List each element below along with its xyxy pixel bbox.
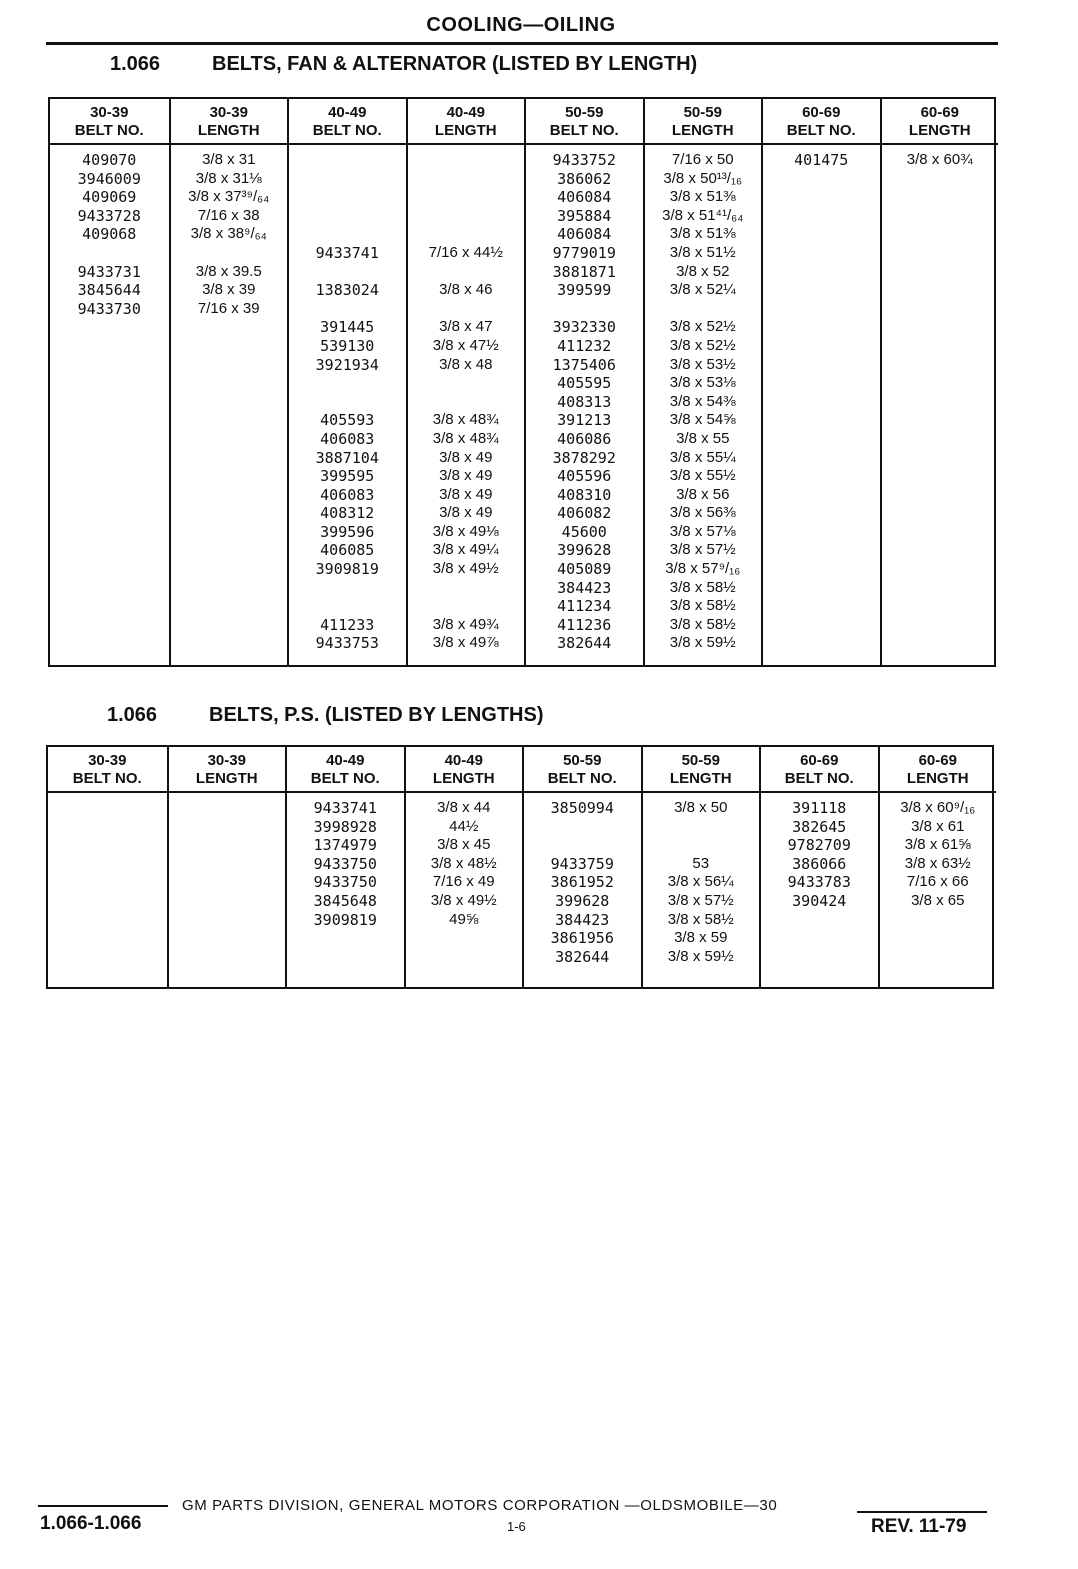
belt-length-cell	[408, 170, 525, 189]
belt-length-cell: 3/8 x 49½	[432, 560, 499, 578]
belt-number-cell	[289, 374, 406, 393]
belt-number-cell: 386062	[557, 169, 612, 188]
belt-number-cell: 3932330	[552, 318, 616, 337]
belt-number-cell: 406085	[320, 541, 375, 560]
section2-heading	[107, 704, 543, 727]
belt-length-cell: 3/8 x 47½	[432, 336, 499, 354]
column-header-label: LENGTH	[671, 122, 734, 139]
column-header	[289, 99, 406, 145]
belt-length-cell: 3/8 x 51⅜	[669, 225, 736, 243]
belt-length-cell	[408, 263, 525, 282]
column-header-range: 60-69	[800, 752, 839, 769]
column-header-range: 60-69	[920, 104, 959, 121]
column-header	[645, 99, 762, 145]
belt-length-cell: 3/8 x 56⅜	[669, 504, 736, 522]
belt-number-cell: 408312	[320, 504, 375, 523]
section1-heading	[110, 53, 697, 76]
belt-number-cell: 408313	[557, 392, 612, 411]
section1-title: BELTS, FAN & ALTERNATOR (LISTED BY LENGTH)	[212, 53, 698, 75]
belt-number-cell: 406083	[320, 485, 375, 504]
belt-number-cell: 390424	[792, 891, 847, 910]
belt-length-cell: 3/8 x 31⅛	[195, 169, 262, 187]
belt-length-cell: 3/8 x 49⅛	[432, 522, 499, 540]
belt-number-cell: 409070	[82, 151, 137, 169]
column-header-label: LENGTH	[669, 770, 732, 787]
belt-length-cell	[643, 836, 760, 855]
belt-length-cell: 3/8 x 57½	[667, 891, 734, 909]
power-steering-column	[48, 747, 167, 987]
belt-number-cell: 405595	[557, 374, 612, 393]
belt-number-cell: 406083	[320, 429, 375, 448]
belt-number-cell	[524, 836, 641, 855]
belt-length-cell: 3/8 x 59½	[669, 634, 736, 652]
belt-length-cell: 3/8 x 50	[674, 799, 728, 816]
belt-number-cell: 9433759	[550, 854, 614, 873]
belt-number-cell: 1374979	[313, 836, 377, 855]
belt-length-cell: 7/16 x 39	[197, 299, 260, 317]
column-header-range: 30-39	[209, 104, 248, 121]
belt-number-cell	[289, 151, 406, 170]
belt-length-cell: 3/8 x 52¼	[669, 281, 736, 299]
belt-length-cell	[408, 393, 525, 412]
belt-length-cell: 3/8 x 59	[674, 929, 728, 947]
fan-alternator-column	[287, 99, 406, 665]
belt-length-cell: 3/8 x 56¼	[667, 873, 734, 891]
column-header-label: BELT NO.	[312, 122, 382, 139]
belt-number-cell: 382645	[792, 817, 847, 836]
footer-revision: REV. 11-79	[871, 1516, 967, 1537]
belt-length-cell: 3/8 x 52½	[669, 336, 736, 354]
belt-length-cell: 3/8 x 39	[202, 281, 256, 299]
belt-number-cell: 3921934	[315, 355, 379, 374]
belt-number-cell: 384423	[557, 578, 612, 597]
belt-number-cell: 411232	[557, 336, 612, 355]
section2-number: 1.066	[107, 704, 158, 726]
belt-number-cell: 395884	[557, 206, 612, 225]
belt-length-cell: 53	[692, 854, 710, 872]
belt-number-cell: 9433783	[787, 873, 851, 892]
belt-number-cell: 9433741	[315, 243, 379, 262]
belt-length-cell: 3/8 x 45	[437, 836, 491, 854]
fan-alternator-column	[761, 99, 880, 665]
belt-number-cell: 3861952	[550, 873, 614, 892]
belt-length-cell	[408, 151, 525, 170]
footer-rule-left	[38, 1505, 168, 1507]
column-header-range: 40-49	[446, 104, 485, 121]
belt-length-cell: 3/8 x 37³⁹/₆₄	[188, 188, 270, 206]
power-steering-column	[285, 747, 404, 987]
column-header	[408, 99, 525, 145]
belt-length-cell	[408, 374, 525, 393]
belt-length-cell: 7/16 x 49	[432, 873, 495, 891]
power-steering-column	[404, 747, 523, 987]
column-header-label: LENGTH	[432, 770, 495, 787]
footer-page-number: 1-6	[507, 1519, 526, 1534]
belt-length-cell: 3/8 x 60⁹/₁₆	[900, 799, 976, 816]
belt-length-cell: 3/8 x 48¾	[432, 429, 499, 447]
column-header	[48, 747, 167, 793]
belt-number-cell: 3946009	[77, 169, 141, 188]
belt-length-cell: 3/8 x 59½	[667, 947, 734, 965]
belt-number-cell: 406084	[557, 188, 612, 207]
belt-length-cell: 3/8 x 49	[439, 485, 493, 503]
belt-length-cell: 3/8 x 49¼	[432, 541, 499, 559]
column-header	[287, 747, 404, 793]
footer-publisher: GM PARTS DIVISION, GENERAL MOTORS CORPORATION —OLDSMOBILE—30	[182, 1497, 778, 1514]
belt-number-cell: 1383024	[315, 281, 379, 300]
column-header	[526, 99, 643, 145]
belt-number-cell: 9433752	[552, 151, 616, 169]
belt-number-cell: 382644	[557, 634, 612, 653]
column-header	[763, 99, 880, 145]
belt-number-cell: 9433731	[77, 262, 141, 281]
belt-length-cell: 3/8 x 38⁹/₆₄	[190, 225, 267, 243]
belt-number-cell: 401475	[794, 151, 849, 169]
column-header-range: 30-39	[88, 752, 127, 769]
belt-length-cell: 3/8 x 61⅝	[904, 836, 971, 854]
belt-number-cell: 399628	[555, 891, 610, 910]
column-header-range: 60-69	[802, 104, 841, 121]
section1-number: 1.066	[110, 53, 161, 75]
belt-number-cell: 9433730	[77, 299, 141, 318]
fan-alternator-column	[406, 99, 525, 665]
column-header-range: 40-49	[328, 104, 367, 121]
belt-number-cell: 399596	[320, 522, 375, 541]
belt-number-cell: 411233	[320, 615, 375, 634]
column-header-label: BELT NO.	[784, 770, 854, 787]
belt-number-cell	[289, 170, 406, 189]
belt-length-cell: 3/8 x 57⅛	[669, 522, 736, 540]
column-header-label: BELT NO.	[74, 122, 144, 139]
belt-number-cell: 406082	[557, 504, 612, 523]
belt-length-cell	[408, 579, 525, 598]
column-header	[761, 747, 878, 793]
belt-number-cell: 3909819	[315, 560, 379, 579]
belt-number-cell: 411234	[557, 597, 612, 616]
belt-number-cell	[289, 300, 406, 319]
belt-length-cell: 3/8 x 49	[439, 504, 493, 522]
belt-length-cell	[408, 300, 525, 319]
power-steering-column	[522, 747, 641, 987]
fan-alternator-column	[643, 99, 762, 665]
column-header	[524, 747, 641, 793]
column-header-range: 50-59	[681, 752, 720, 769]
belt-length-cell: 3/8 x 47	[439, 318, 493, 336]
belt-number-cell	[50, 244, 169, 263]
belt-length-cell: 7/16 x 38	[197, 206, 260, 224]
belt-number-cell	[289, 263, 406, 282]
column-header	[406, 747, 523, 793]
belt-number-cell	[289, 188, 406, 207]
belt-length-cell: 3/8 x 49	[439, 467, 493, 485]
belt-number-cell: 391118	[792, 799, 847, 817]
belt-length-cell: 7/16 x 50	[671, 151, 734, 168]
column-header-label: LENGTH	[197, 122, 260, 139]
belt-number-cell: 406086	[557, 429, 612, 448]
belt-length-cell: 3/8 x 57⁹/₁₆	[665, 560, 741, 578]
power-steering-column	[167, 747, 286, 987]
belt-number-cell: 9433741	[313, 799, 377, 817]
belt-number-cell: 539130	[320, 336, 375, 355]
belt-length-cell: 3/8 x 53⅛	[669, 374, 736, 392]
belt-number-cell: 406084	[557, 225, 612, 244]
belt-number-cell	[289, 393, 406, 412]
belt-number-cell: 399628	[557, 541, 612, 560]
belt-length-cell: 3/8 x 61	[911, 817, 965, 835]
belt-length-cell: 7/16 x 66	[906, 873, 969, 891]
column-header	[643, 747, 760, 793]
power-steering-column	[641, 747, 760, 987]
belt-length-cell: 3/8 x 53½	[669, 355, 736, 373]
belt-number-cell: 3881871	[552, 262, 616, 281]
belts-fan-alternator-table	[48, 97, 996, 667]
belt-number-cell: 409068	[82, 225, 137, 244]
belt-length-cell	[408, 188, 525, 207]
belt-number-cell	[289, 225, 406, 244]
belt-length-cell: 49⅝	[449, 910, 479, 928]
belt-length-cell: 3/8 x 49⅞	[432, 634, 499, 652]
belt-length-cell: 3/8 x 54⅜	[669, 392, 736, 410]
column-header-range: 30-39	[90, 104, 129, 121]
belt-length-cell	[408, 207, 525, 226]
belt-length-cell: 3/8 x 51⁴¹/₆₄	[662, 206, 744, 224]
belt-length-cell: 3/8 x 60¾	[906, 151, 973, 168]
belt-number-cell	[526, 300, 643, 319]
belt-number-cell: 9779019	[552, 243, 616, 262]
belt-length-cell: 3/8 x 51⅜	[669, 188, 736, 206]
belt-number-cell: 391213	[557, 411, 612, 430]
belt-length-cell: 3/8 x 39.5	[195, 262, 262, 280]
belt-length-cell: 3/8 x 44	[437, 799, 491, 816]
column-header-label: LENGTH	[195, 770, 258, 787]
belt-number-cell: 3998928	[313, 817, 377, 836]
belt-number-cell: 399599	[557, 281, 612, 300]
header-rule	[46, 42, 998, 45]
belt-length-cell: 3/8 x 58½	[667, 910, 734, 928]
belt-length-cell: 3/8 x 58½	[669, 615, 736, 633]
belt-number-cell: 3845644	[77, 281, 141, 300]
belt-length-cell	[643, 818, 760, 837]
column-header-range: 50-59	[683, 104, 722, 121]
belt-number-cell: 3861956	[550, 929, 614, 948]
column-header-label: BELT NO.	[549, 122, 619, 139]
fan-alternator-column	[50, 99, 169, 665]
fan-alternator-column	[880, 99, 999, 665]
column-header-label: BELT NO.	[547, 770, 617, 787]
belt-number-cell: 405596	[557, 467, 612, 486]
belt-length-cell: 3/8 x 48	[439, 355, 493, 373]
footer-rule-right	[857, 1511, 987, 1513]
belt-number-cell: 9433750	[313, 854, 377, 873]
column-header-label: LENGTH	[906, 770, 969, 787]
section2-title: BELTS, P.S. (LISTED BY LENGTHS)	[209, 704, 544, 726]
column-header	[169, 747, 286, 793]
column-header-label: BELT NO.	[310, 770, 380, 787]
belt-number-cell: 411236	[557, 615, 612, 634]
belt-number-cell: 1375406	[552, 355, 616, 374]
belt-length-cell	[408, 225, 525, 244]
belt-number-cell	[289, 207, 406, 226]
footer-code: 1.066-1.066	[40, 1513, 142, 1534]
power-steering-column	[878, 747, 997, 987]
belt-number-cell: 3878292	[552, 448, 616, 467]
belt-length-cell: 3/8 x 48¾	[432, 411, 499, 429]
belt-number-cell: 3887104	[315, 448, 379, 467]
belt-length-cell: 3/8 x 49¾	[432, 615, 499, 633]
belt-length-cell: 3/8 x 65	[911, 891, 965, 909]
belt-length-cell	[645, 300, 762, 319]
column-header-range: 30-39	[207, 752, 246, 769]
belt-number-cell: 405089	[557, 560, 612, 579]
belt-number-cell: 391445	[320, 318, 375, 337]
belt-length-cell: 3/8 x 55½	[669, 467, 736, 485]
belt-length-cell: 3/8 x 58½	[669, 578, 736, 596]
belt-number-cell: 384423	[555, 910, 610, 929]
belt-length-cell: 3/8 x 54⅝	[669, 411, 736, 429]
belt-number-cell	[289, 579, 406, 598]
belt-number-cell: 409069	[82, 188, 137, 207]
belt-number-cell: 405593	[320, 411, 375, 430]
belts-ps-table	[46, 745, 994, 989]
belt-number-cell: 9433750	[313, 873, 377, 892]
belt-length-cell: 3/8 x 50¹³/₁₆	[663, 169, 743, 187]
column-header-range: 60-69	[918, 752, 957, 769]
belt-length-cell: 3/8 x 48½	[430, 854, 497, 872]
belt-length-cell: 3/8 x 55¼	[669, 448, 736, 466]
belt-number-cell: 3909819	[313, 910, 377, 929]
belt-length-cell: 3/8 x 52½	[669, 318, 736, 336]
column-header-label: BELT NO.	[786, 122, 856, 139]
belt-number-cell: 3850994	[550, 799, 614, 817]
belt-length-cell: 3/8 x 63½	[904, 854, 971, 872]
belt-length-cell: 44½	[449, 817, 479, 835]
belt-length-cell: 3/8 x 57½	[669, 541, 736, 559]
column-header-range: 40-49	[444, 752, 483, 769]
belt-length-cell: 3/8 x 58½	[669, 597, 736, 615]
belt-length-cell: 3/8 x 52	[676, 262, 730, 280]
belt-number-cell: 9433728	[77, 206, 141, 225]
page-header: COOLING—OILING	[426, 14, 616, 36]
belt-number-cell: 399595	[320, 467, 375, 486]
belt-length-cell: 3/8 x 46	[439, 281, 493, 299]
column-header	[171, 99, 288, 145]
fan-alternator-column	[169, 99, 288, 665]
column-header	[880, 747, 997, 793]
column-header-label: BELT NO.	[72, 770, 142, 787]
column-header-range: 40-49	[326, 752, 365, 769]
column-header-label: LENGTH	[434, 122, 497, 139]
belt-length-cell	[408, 597, 525, 616]
column-header	[50, 99, 169, 145]
belt-length-cell: 3/8 x 55	[676, 429, 730, 447]
column-header-range: 50-59	[563, 752, 602, 769]
belt-length-cell: 3/8 x 49	[439, 448, 493, 466]
belt-length-cell: 3/8 x 56	[676, 485, 730, 503]
belt-number-cell	[524, 818, 641, 837]
belt-number-cell: 3845648	[313, 891, 377, 910]
belt-number-cell: 382644	[555, 947, 610, 966]
belt-number-cell: 9433753	[315, 634, 379, 653]
belt-length-cell: 7/16 x 44½	[428, 243, 503, 261]
belt-number-cell: 9782709	[787, 836, 851, 855]
belt-length-cell: 3/8 x 51½	[669, 243, 736, 261]
fan-alternator-column	[524, 99, 643, 665]
belt-number-cell: 45600	[561, 522, 607, 541]
belt-number-cell: 386066	[792, 854, 847, 873]
power-steering-column	[759, 747, 878, 987]
belt-number-cell: 408310	[557, 485, 612, 504]
column-header	[882, 99, 999, 145]
belt-length-cell: 3/8 x 31	[202, 151, 256, 168]
belt-length-cell	[171, 244, 288, 263]
column-header-range: 50-59	[565, 104, 604, 121]
column-header-label: LENGTH	[908, 122, 971, 139]
belt-number-cell	[289, 597, 406, 616]
belt-length-cell: 3/8 x 49½	[430, 891, 497, 909]
